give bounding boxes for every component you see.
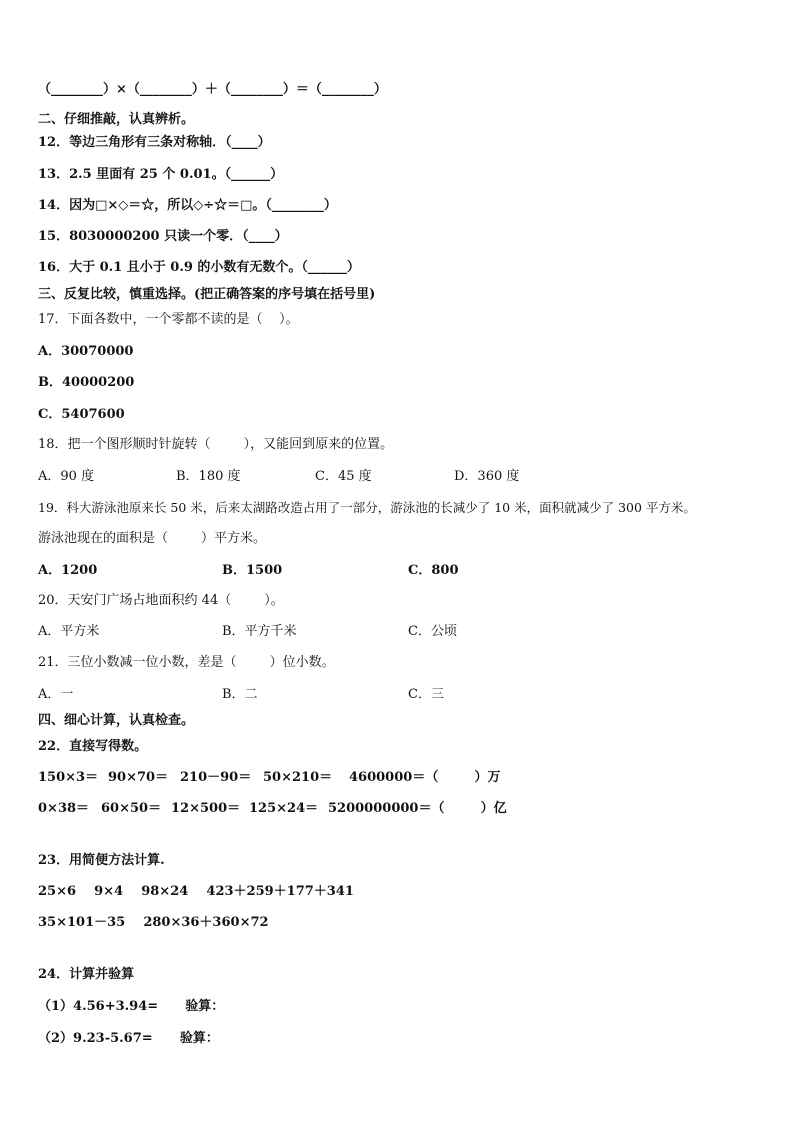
calc-90x70: 90×70＝: [108, 770, 169, 785]
calc-50x210: 50×210＝: [263, 770, 333, 785]
question-15: 15．8030000200 只读一个零．（____）: [38, 229, 288, 244]
blank-equation-line: （________）×（________）＋（________）＝（________）: [38, 82, 387, 97]
section-4-title: 四、细心计算，认真检查。: [38, 713, 195, 728]
question-23-row-1: 25×6 9×4 98×24 423＋259＋177＋341: [38, 884, 354, 899]
question-17-option-a: A．30070000: [38, 344, 134, 359]
question-20-option-b: B．平方千米: [222, 624, 297, 639]
question-21-option-b: B．二: [222, 687, 258, 702]
question-21-option-c: C．三: [408, 687, 444, 702]
calc-12x500: 12×500＝: [171, 801, 241, 816]
question-18-option-b: B．180 度: [176, 469, 241, 484]
question-17-stem: 17．下面各数中，一个零都不读的是（ ）。: [38, 312, 299, 327]
calc-125x24: 125×24＝: [249, 801, 319, 816]
question-19-stem: 19．科大游泳池原来长 50 米，后来太湖路改造占用了一部分，游泳池的长减少了 10 米，面积就减少了 300 平方米。: [38, 500, 696, 515]
question-24-stem: 24．计算并验算: [38, 967, 135, 982]
question-12: 12．等边三角形有三条对称轴．（____）: [38, 135, 271, 150]
question-23-row-2: 35×101－35 280×36＋360×72: [38, 915, 269, 930]
question-20-option-a: A．平方米: [38, 624, 100, 639]
section-2-title: 二、仔细推敲，认真辨析。: [38, 112, 195, 127]
question-20-stem: 20．天安门广场占地面积约 44（ ）。: [38, 593, 284, 608]
question-23-stem: 23．用简便方法计算.: [38, 853, 165, 868]
question-19-option-a: A．1200: [38, 563, 98, 578]
question-19-option-b: B．1500: [222, 563, 283, 578]
question-21-option-a: A．一: [38, 687, 74, 702]
question-24-item-2: （2）9.23-5.67= 验算：: [38, 1031, 219, 1046]
question-18-option-d: D．360 度: [454, 469, 520, 484]
calc-5200000000-yi: 5200000000＝（ ）亿: [328, 801, 507, 816]
question-19-option-c: C．800: [408, 563, 459, 578]
question-21-stem: 21．三位小数减一位小数，差是（ ）位小数。: [38, 655, 335, 670]
question-17-option-b: B．40000200: [38, 375, 135, 390]
calc-0x38: 0×38＝: [38, 801, 90, 816]
calc-4600000-wan: 4600000＝（ ）万: [349, 770, 501, 785]
question-20-option-c: C．公顷: [408, 624, 457, 639]
question-16: 16．大于 0.1 且小于 0.9 的小数有无数个。（______）: [38, 260, 360, 275]
question-14: 14．因为□×◇＝☆，所以◇÷☆＝□。（________）: [38, 198, 337, 213]
question-19-stem-continued: 游泳池现在的面积是（ ）平方米。: [38, 531, 267, 546]
question-18-stem: 18．把一个图形顺时针旋转（ ），又能回到原来的位置。: [38, 437, 394, 452]
question-18-option-c: C．45 度: [315, 469, 372, 484]
question-18-option-a: A．90 度: [38, 469, 95, 484]
calc-60x50: 60×50＝: [101, 801, 162, 816]
question-13: 13．2.5 里面有 25 个 0.01。（______）: [38, 167, 284, 182]
calc-150x3: 150×3＝: [38, 770, 99, 785]
section-3-title: 三、反复比较，慎重选择。(把正确答案的序号填在括号里): [38, 287, 376, 302]
question-17-option-c: C．5407600: [38, 407, 125, 422]
question-22-stem: 22．直接写得数。: [38, 739, 148, 754]
question-24-item-1: （1）4.56+3.94= 验算：: [38, 999, 225, 1014]
calc-210-90: 210－90＝: [180, 770, 252, 785]
